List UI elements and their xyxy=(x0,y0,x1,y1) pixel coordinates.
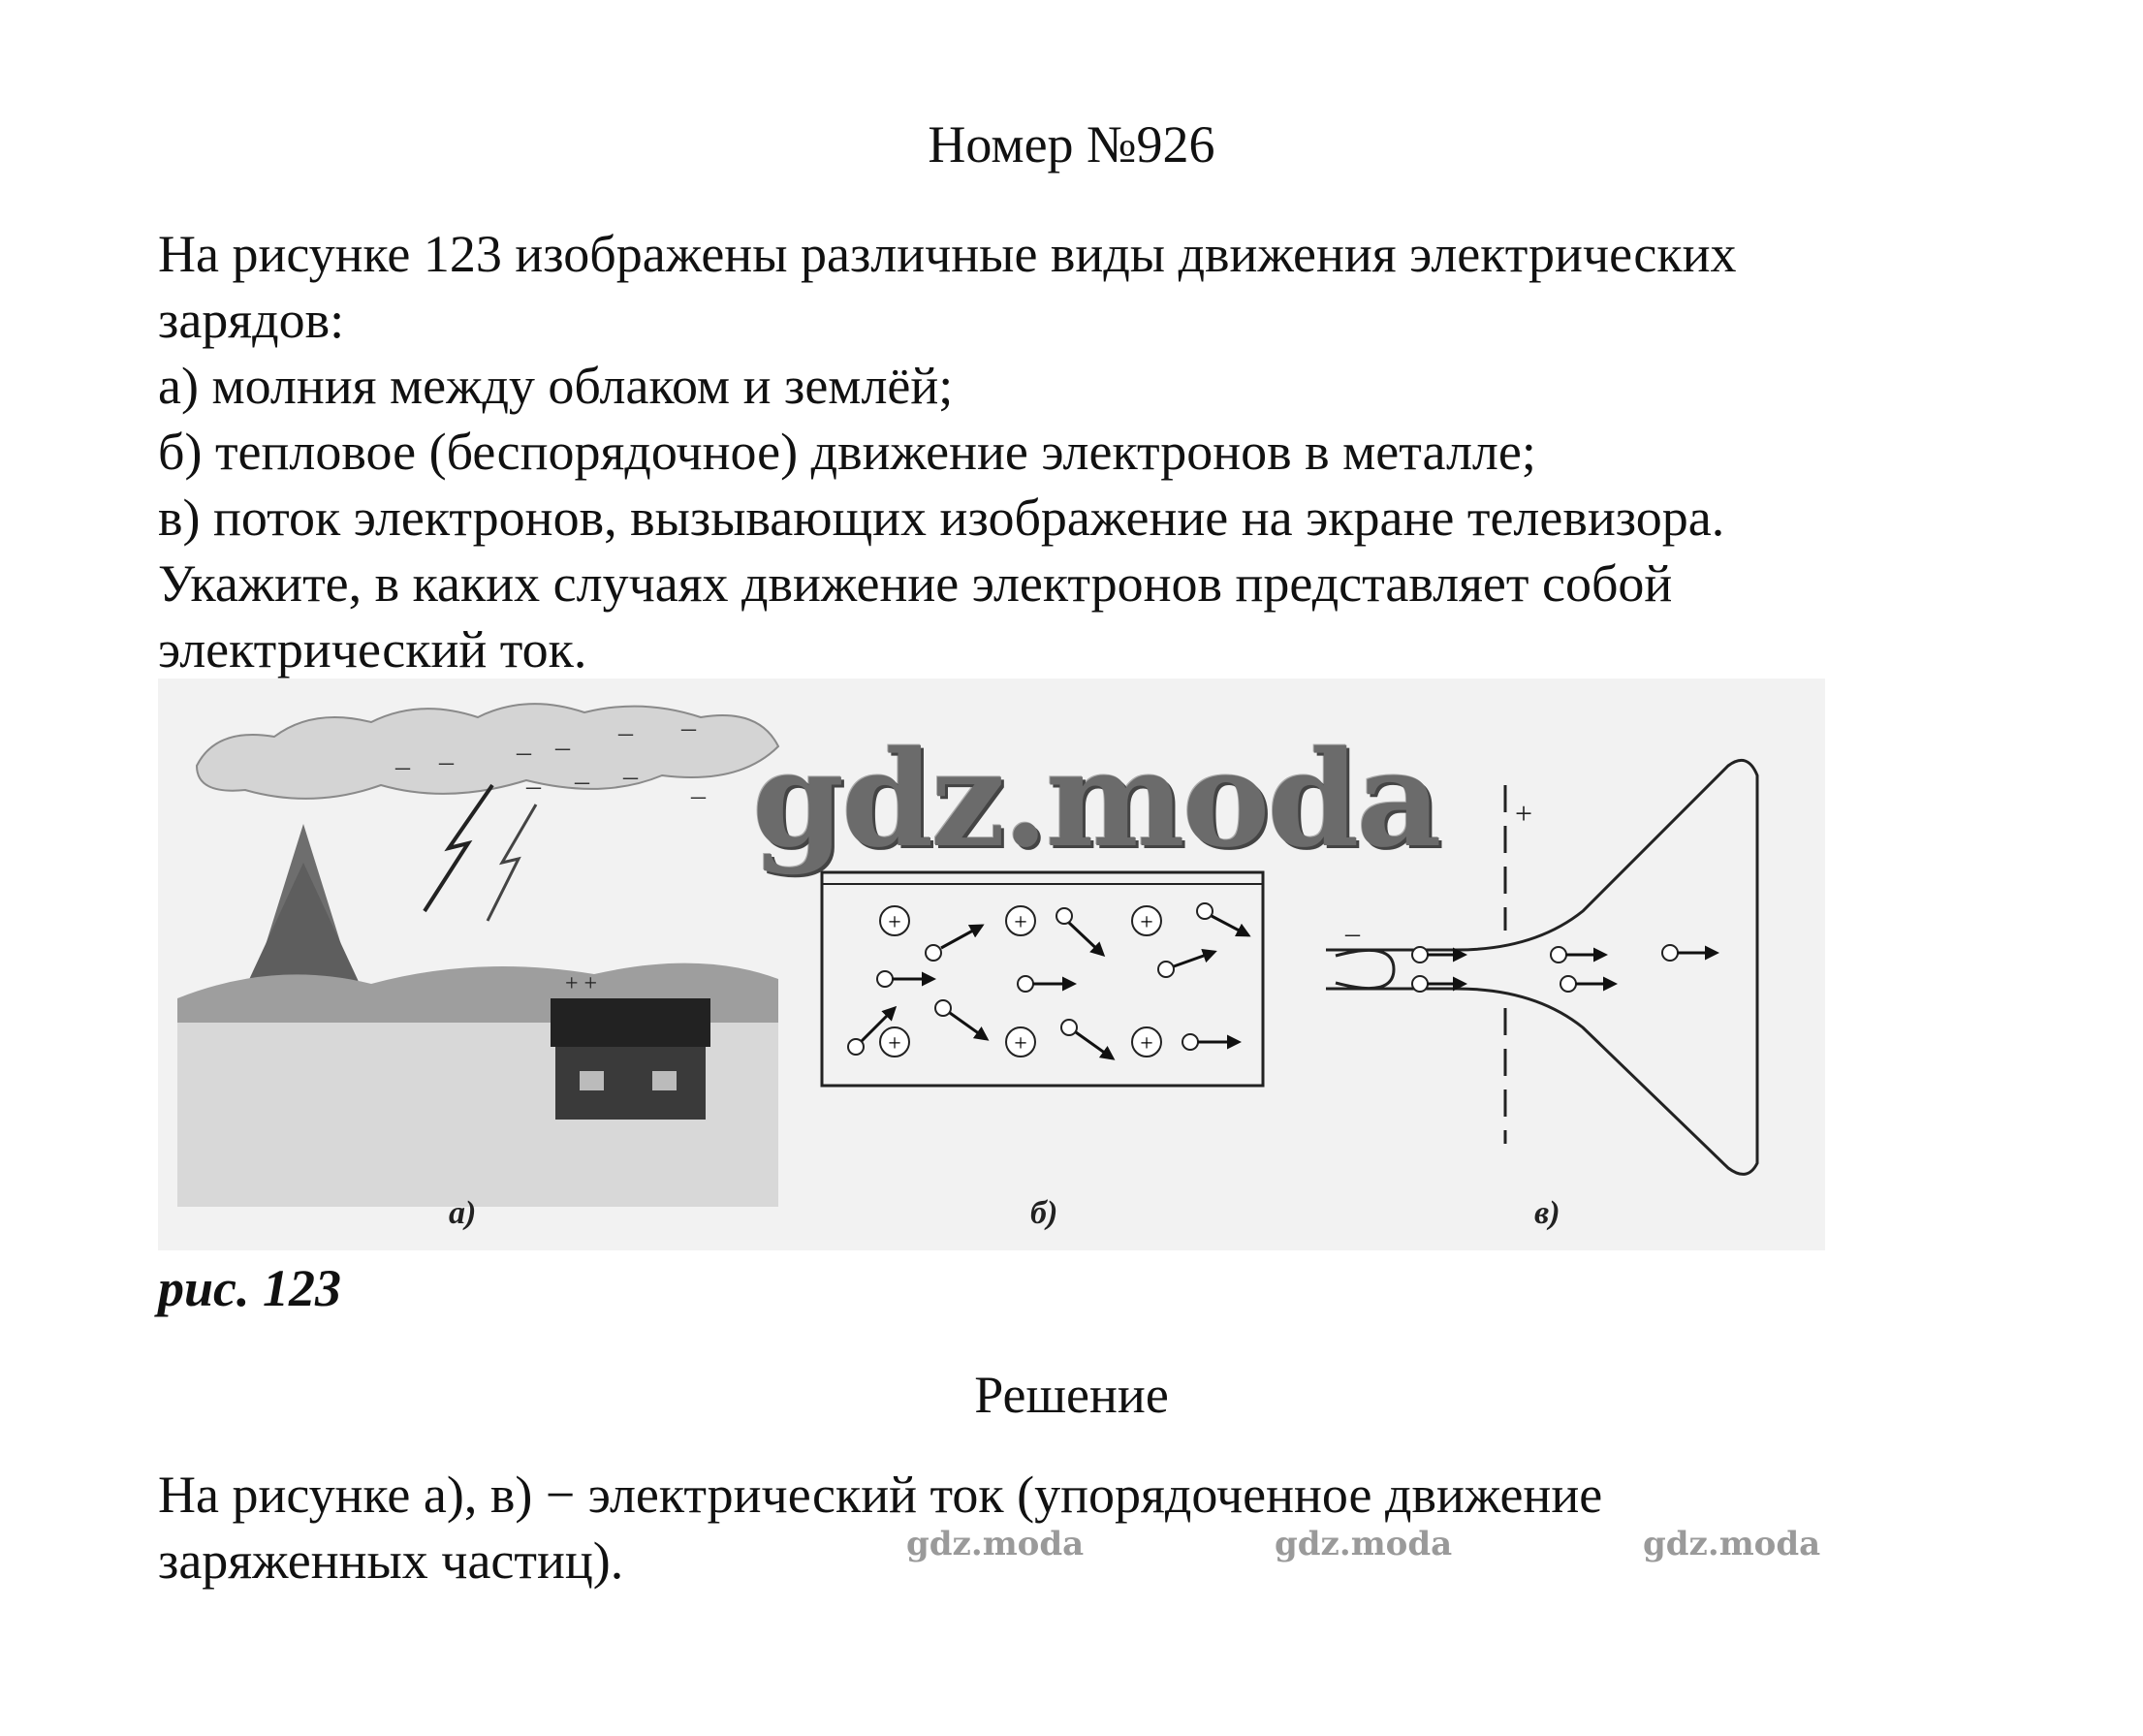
watermark-small: gdz.moda xyxy=(1275,1525,1453,1563)
page-title: Номер №926 xyxy=(928,115,1215,174)
cloud-charge: – xyxy=(526,770,541,802)
problem-line: На рисунке 123 изображены различные виды движения электрических xyxy=(158,225,1737,283)
cloud-charge: – xyxy=(623,760,638,792)
problem-line: б) тепловое (беспорядочное) движение электронов в металле; xyxy=(158,423,1536,481)
svg-text:+: + xyxy=(1140,1031,1153,1057)
cloud-charge: – xyxy=(575,765,589,797)
ion xyxy=(880,906,909,935)
problem-line: Укажите, в каких случаях движение электронов представляет собой xyxy=(158,554,1673,613)
ion xyxy=(880,1027,909,1057)
cloud-charge: – xyxy=(681,711,696,743)
solution-line: На рисунке а), в) − электрический ток (упорядоченное движение xyxy=(158,1466,1603,1524)
watermark-small: gdz.moda xyxy=(1643,1525,1821,1563)
house-wall xyxy=(555,1047,706,1120)
house-window xyxy=(580,1071,604,1090)
svg-text:+: + xyxy=(1014,1031,1027,1057)
svg-text:+: + xyxy=(1014,910,1027,935)
cloud-charge: – xyxy=(439,745,454,777)
ion xyxy=(1132,906,1161,935)
problem-text xyxy=(158,221,2077,682)
label-a: а) xyxy=(449,1195,477,1231)
ion xyxy=(1132,1027,1161,1057)
problem-line: в) поток электронов, вызывающих изображение на экране телевизора. xyxy=(158,489,1725,547)
watermark: gdz.moda xyxy=(752,722,1439,877)
label-b: б) xyxy=(1030,1195,1058,1231)
cloud-charge: – xyxy=(691,779,706,811)
problem-line: зарядов: xyxy=(158,291,345,349)
ion xyxy=(1006,906,1035,935)
cloud-charge: – xyxy=(618,716,633,748)
watermark-small: gdz.moda xyxy=(906,1525,1085,1563)
house-charges: + + xyxy=(565,971,598,996)
house-roof xyxy=(551,998,710,1047)
cathode-minus: – xyxy=(1345,917,1360,949)
svg-text:+: + xyxy=(888,910,901,935)
solution-line: заряженных частиц). xyxy=(158,1531,624,1590)
house-window xyxy=(652,1071,677,1090)
label-c: в) xyxy=(1534,1195,1560,1231)
figure-caption: рис. 123 xyxy=(158,1259,341,1317)
ion xyxy=(1006,1027,1035,1057)
cloud-charge: – xyxy=(555,731,570,763)
cloud-charge: – xyxy=(517,736,531,768)
problem-line: электрический ток. xyxy=(158,620,587,679)
solution-heading: Решение xyxy=(974,1366,1169,1424)
cloud-charge: – xyxy=(395,750,410,782)
problem-line: а) молния между облаком и землёй; xyxy=(158,357,954,415)
svg-text:+: + xyxy=(888,1031,901,1057)
svg-text:+: + xyxy=(1140,910,1153,935)
anode-plus: + xyxy=(1515,796,1533,831)
